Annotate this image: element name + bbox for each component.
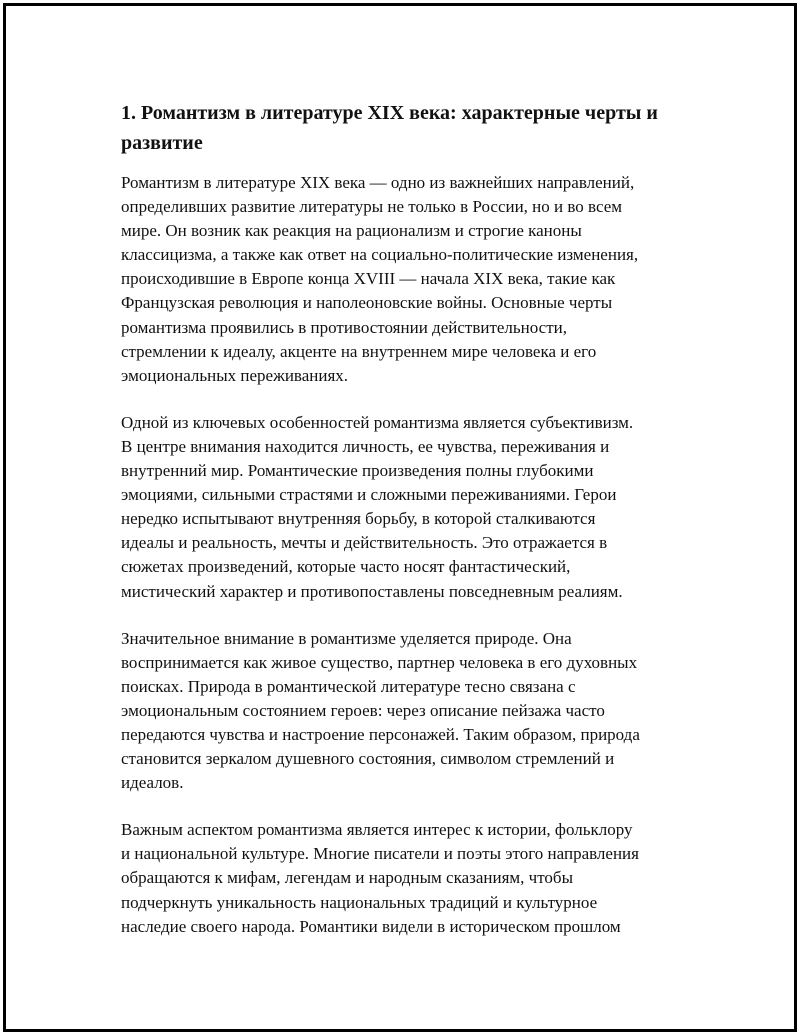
text-line: Важным аспектом романтизма является интерес к истории, фольклору bbox=[121, 820, 633, 840]
page-frame bbox=[3, 3, 797, 1032]
text-line: наследие своего народа. Романтики видели в историческом прошлом bbox=[121, 916, 621, 936]
text-line: передаются чувства и настроение персонажей. Таким образом, природа bbox=[121, 724, 640, 744]
text-line: и национальной культуре. Многие писатели и поэты этого направления bbox=[121, 844, 639, 864]
text-line: Французская революция и наполеоновские войны. Основные черты bbox=[121, 293, 613, 313]
text-line: определивших развитие литературы не только в России, но и во всем bbox=[121, 197, 623, 217]
text-line: романтизма проявились в противостоянии действительности, bbox=[121, 317, 567, 337]
text-line: воспринимается как живое существо, партнер человека в его духовных bbox=[121, 652, 638, 672]
text-line: Одной из ключевых особенностей романтизма является субъективизм. bbox=[121, 412, 634, 432]
text-line: эмоциональным состоянием героев: через описание пейзажа часто bbox=[121, 700, 605, 720]
paragraph-1 bbox=[121, 171, 696, 388]
text-line: Значительное внимание в романтизме уделяется природе. Она bbox=[121, 628, 572, 648]
text-line: происходившие в Европе конца XVIII — начала XIX века, такие как bbox=[121, 269, 616, 289]
text-line: внутренний мир. Романтические произведения полны глубокими bbox=[121, 461, 594, 481]
text-line: Романтизм в литературе XIX века — одно из важнейших направлений, bbox=[121, 173, 635, 192]
heading-line: развитие bbox=[121, 132, 203, 154]
text-line: идеалов. bbox=[121, 773, 184, 793]
text-line: В центре внимания находится личность, ее чувства, переживания и bbox=[121, 436, 610, 456]
text-line: подчеркнуть уникальность национальных традиций и культурное bbox=[121, 892, 598, 912]
text-line: эмоциональных переживаниях. bbox=[121, 365, 349, 385]
paragraph-2 bbox=[121, 411, 696, 604]
heading-line: 1. Романтизм в литературе XIX века: характерные черты и bbox=[121, 102, 658, 124]
text-line: мире. Он возник как реакция на рационализм и строгие каноны bbox=[121, 221, 582, 241]
document-body bbox=[121, 98, 696, 962]
text-line: обращаются к мифам, легендам и народным сказаниям, чтобы bbox=[121, 868, 573, 888]
paragraph-4 bbox=[121, 818, 696, 938]
text-line: стремлении к идеалу, акценте на внутреннем мире человека и его bbox=[121, 341, 597, 361]
text-line: сюжетах произведений, которые часто носят фантастический, bbox=[121, 557, 571, 577]
paragraph-3 bbox=[121, 627, 696, 796]
text-line: классицизма, а также как ответ на социально-политические изменения, bbox=[121, 245, 639, 265]
section-heading bbox=[121, 98, 696, 158]
text-line: нередко испытывают внутренняя борьбу, в которой сталкиваются bbox=[121, 509, 596, 529]
text-line: идеалы и реальность, мечты и действительность. Это отражается в bbox=[121, 533, 608, 553]
text-line: эмоциями, сильными страстями и сложными переживаниями. Герои bbox=[121, 485, 617, 505]
text-line: становится зеркалом душевного состояния, символом стремлений и bbox=[121, 749, 615, 769]
text-line: мистический характер и противопоставлены повседневным реалиям. bbox=[121, 581, 623, 601]
text-line: поисках. Природа в романтической литературе тесно связана с bbox=[121, 676, 576, 696]
